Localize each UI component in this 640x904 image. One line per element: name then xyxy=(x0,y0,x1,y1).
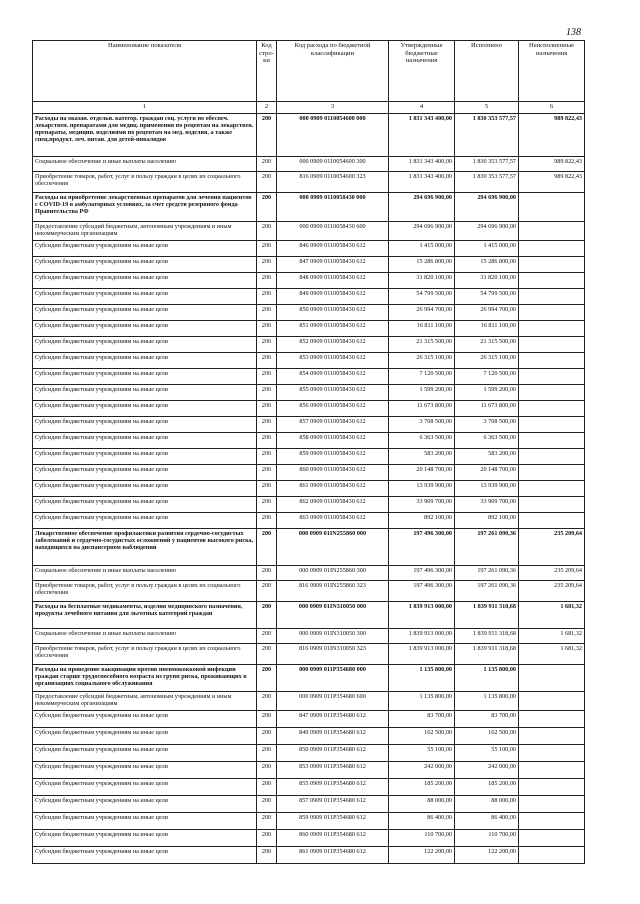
indicator-name-cell: Субсидии бюджетным учреждениям на иные цели xyxy=(33,847,257,864)
line-code-cell: 200 xyxy=(257,305,277,321)
unexecuted-amount-cell xyxy=(519,847,585,864)
table-row xyxy=(33,241,585,257)
unexecuted-amount-cell xyxy=(519,289,585,305)
approved-amount-cell: 20 148 700,00 xyxy=(389,465,455,481)
executed-amount-cell: 1 830 353 577,57 xyxy=(455,114,519,157)
unexecuted-amount-cell xyxy=(519,728,585,745)
approved-amount-cell: 7 120 500,00 xyxy=(389,369,455,385)
expense-code-cell: 000 0909 0110054600 000 xyxy=(277,114,389,157)
unexecuted-amount-cell xyxy=(519,417,585,433)
unexecuted-amount-cell: 1 681,32 xyxy=(519,644,585,665)
unexecuted-amount-cell xyxy=(519,796,585,813)
table-row xyxy=(33,433,585,449)
line-code-cell: 200 xyxy=(257,629,277,644)
table-row xyxy=(33,779,585,796)
executed-amount-cell: 892 100,00 xyxy=(455,513,519,529)
line-code-cell: 200 xyxy=(257,157,277,172)
table-row xyxy=(33,273,585,289)
line-code-cell: 200 xyxy=(257,830,277,847)
unexecuted-amount-cell xyxy=(519,353,585,369)
table-row xyxy=(33,417,585,433)
approved-amount-cell: 26 994 700,00 xyxy=(389,305,455,321)
executed-amount-cell: 54 799 500,00 xyxy=(455,289,519,305)
unexecuted-amount-cell: 989 822,43 xyxy=(519,114,585,157)
approved-amount-cell: 162 500,00 xyxy=(389,728,455,745)
line-code-cell: 200 xyxy=(257,644,277,665)
approved-amount-cell: 242 000,00 xyxy=(389,762,455,779)
approved-amount-cell: 1 135 800,00 xyxy=(389,665,455,692)
indicator-name-cell: Субсидии бюджетным учреждениям на иные цели xyxy=(33,321,257,337)
approved-amount-cell: 26 315 100,00 xyxy=(389,353,455,369)
indicator-name-cell: Субсидии бюджетным учреждениям на иные цели xyxy=(33,273,257,289)
executed-amount-cell: 197 261 090,36 xyxy=(455,529,519,566)
line-code-cell: 200 xyxy=(257,513,277,529)
executed-amount-cell: 162 500,00 xyxy=(455,728,519,745)
unexecuted-amount-cell xyxy=(519,433,585,449)
indicator-name-cell: Субсидии бюджетным учреждениям на иные цели xyxy=(33,830,257,847)
page-number: 138 xyxy=(566,27,581,38)
unexecuted-amount-cell xyxy=(519,497,585,513)
approved-amount-cell: 16 811 100,00 xyxy=(389,321,455,337)
line-code-cell: 200 xyxy=(257,779,277,796)
table-row xyxy=(33,305,585,321)
table-body xyxy=(33,114,585,864)
executed-amount-cell: 1 135 800,00 xyxy=(455,665,519,692)
indicator-name-cell: Субсидии бюджетным учреждениям на иные цели xyxy=(33,369,257,385)
line-code-cell: 200 xyxy=(257,762,277,779)
line-code-cell: 200 xyxy=(257,847,277,864)
approved-amount-cell: 88 000,00 xyxy=(389,796,455,813)
indicator-name-cell: Субсидии бюджетным учреждениям на иные цели xyxy=(33,337,257,353)
unexecuted-amount-cell: 989 822,43 xyxy=(519,157,585,172)
approved-amount-cell: 33 909 700,00 xyxy=(389,497,455,513)
table-row xyxy=(33,581,585,602)
approved-amount-cell: 83 700,00 xyxy=(389,711,455,728)
line-code-cell: 200 xyxy=(257,813,277,830)
expense-code-cell: 000 0909 01IN255860 300 xyxy=(277,566,389,581)
approved-amount-cell: 1 831 343 400,00 xyxy=(389,172,455,193)
expense-code-cell: 000 0909 0110054600 300 xyxy=(277,157,389,172)
unexecuted-amount-cell xyxy=(519,385,585,401)
header-approved: Утвержденные бюджетные назначения xyxy=(389,41,455,102)
indicator-name-cell: Лекарственное обеспечение профилактики развития сердечно-сосудистых заболеваний и сердечно-сосудистых осложнений у пациентов высокого риска, находящихся на диспансерном наблюдении xyxy=(33,529,257,566)
unexecuted-amount-cell xyxy=(519,745,585,762)
table-row xyxy=(33,257,585,273)
unexecuted-amount-cell xyxy=(519,337,585,353)
unexecuted-amount-cell: 235 209,64 xyxy=(519,581,585,602)
executed-amount-cell: 33 909 700,00 xyxy=(455,497,519,513)
indicator-name-cell: Субсидии бюджетным учреждениям на иные цели xyxy=(33,305,257,321)
approved-amount-cell: 185 200,00 xyxy=(389,779,455,796)
indicator-name-cell: Субсидии бюджетным учреждениям на иные цели xyxy=(33,813,257,830)
line-code-cell: 200 xyxy=(257,417,277,433)
executed-amount-cell: 197 261 090,36 xyxy=(455,581,519,602)
expense-code-cell: 861 0909 0110058430 612 xyxy=(277,481,389,497)
unexecuted-amount-cell: 235 209,64 xyxy=(519,529,585,566)
indicator-name-cell: Расходы на бесплатные медикаменты, изделия медицинского назначения, продукты лечебного питания для льготных категорий граждан xyxy=(33,602,257,629)
header-line-code: Код стро-ки xyxy=(257,41,277,102)
unexecuted-amount-cell xyxy=(519,257,585,273)
budget-execution-table xyxy=(32,40,585,864)
table-row xyxy=(33,157,585,172)
table-row xyxy=(33,385,585,401)
approved-amount-cell: 294 696 900,00 xyxy=(389,222,455,241)
expense-code-cell: 816 0909 01IN255860 323 xyxy=(277,581,389,602)
table-row xyxy=(33,222,585,241)
table-row xyxy=(33,665,585,692)
executed-amount-cell: 1 599 200,00 xyxy=(455,385,519,401)
table-row xyxy=(33,481,585,497)
unexecuted-amount-cell: 235 209,64 xyxy=(519,566,585,581)
table-row xyxy=(33,465,585,481)
table-row xyxy=(33,353,585,369)
unexecuted-amount-cell xyxy=(519,193,585,222)
executed-amount-cell: 3 708 500,00 xyxy=(455,417,519,433)
approved-amount-cell: 892 100,00 xyxy=(389,513,455,529)
indicator-name-cell: Социальное обеспечение и иные выплаты населению xyxy=(33,157,257,172)
indicator-name-cell: Предоставление субсидий бюджетным, автономным учреждениям и иным некоммерческим организациям xyxy=(33,222,257,241)
expense-code-cell: 846 0909 0110058430 612 xyxy=(277,241,389,257)
expense-code-cell: 816 0909 0110054600 323 xyxy=(277,172,389,193)
expense-code-cell: 000 0909 011P354680 600 xyxy=(277,692,389,711)
indicator-name-cell: Субсидии бюджетным учреждениям на иные цели xyxy=(33,762,257,779)
executed-amount-cell: 11 673 800,00 xyxy=(455,401,519,417)
unexecuted-amount-cell xyxy=(519,830,585,847)
table-row xyxy=(33,644,585,665)
indicator-name-cell: Субсидии бюджетным учреждениям на иные цели xyxy=(33,728,257,745)
executed-amount-cell: 185 200,00 xyxy=(455,779,519,796)
indicator-name-cell: Субсидии бюджетным учреждениям на иные цели xyxy=(33,497,257,513)
approved-amount-cell: 294 696 900,00 xyxy=(389,193,455,222)
header-expense-code: Код расхода по бюджетной классификации xyxy=(277,41,389,102)
table-row xyxy=(33,401,585,417)
expense-code-cell: 000 0909 011P354680 000 xyxy=(277,665,389,692)
approved-amount-cell: 197 496 300,00 xyxy=(389,566,455,581)
expense-code-cell: 849 0909 011P354680 612 xyxy=(277,728,389,745)
expense-code-cell: 858 0909 0110058430 612 xyxy=(277,433,389,449)
indicator-name-cell: Субсидии бюджетным учреждениям на иные цели xyxy=(33,779,257,796)
executed-amount-cell: 294 696 900,00 xyxy=(455,193,519,222)
approved-amount-cell: 15 286 800,00 xyxy=(389,257,455,273)
executed-amount-cell: 20 148 700,00 xyxy=(455,465,519,481)
column-number: 3 xyxy=(277,102,389,114)
expense-code-cell: 848 0909 0110058430 612 xyxy=(277,273,389,289)
table-row xyxy=(33,796,585,813)
expense-code-cell: 854 0909 0110058430 612 xyxy=(277,369,389,385)
line-code-cell: 200 xyxy=(257,353,277,369)
executed-amount-cell: 1 839 911 318,68 xyxy=(455,629,519,644)
approved-amount-cell: 1 839 913 000,00 xyxy=(389,602,455,629)
header-unexecuted: Неисполненные назначения xyxy=(519,41,585,102)
expense-code-cell: 855 0909 011P354680 612 xyxy=(277,779,389,796)
executed-amount-cell: 21 315 500,00 xyxy=(455,337,519,353)
unexecuted-amount-cell xyxy=(519,779,585,796)
executed-amount-cell: 110 700,00 xyxy=(455,830,519,847)
expense-code-cell: 853 0909 0110058430 612 xyxy=(277,353,389,369)
line-code-cell: 200 xyxy=(257,401,277,417)
approved-amount-cell: 1 415 000,00 xyxy=(389,241,455,257)
approved-amount-cell: 21 315 500,00 xyxy=(389,337,455,353)
line-code-cell: 200 xyxy=(257,257,277,273)
unexecuted-amount-cell: 1 681,32 xyxy=(519,629,585,644)
indicator-name-cell: Субсидии бюджетным учреждениям на иные цели xyxy=(33,417,257,433)
executed-amount-cell: 31 820 100,00 xyxy=(455,273,519,289)
approved-amount-cell: 54 799 500,00 xyxy=(389,289,455,305)
column-number-row xyxy=(33,102,585,114)
unexecuted-amount-cell xyxy=(519,465,585,481)
line-code-cell: 200 xyxy=(257,337,277,353)
line-code-cell: 200 xyxy=(257,385,277,401)
unexecuted-amount-cell xyxy=(519,665,585,692)
expense-code-cell: 851 0909 0110058430 612 xyxy=(277,321,389,337)
executed-amount-cell: 1 830 353 577,57 xyxy=(455,157,519,172)
column-number: 4 xyxy=(389,102,455,114)
table-row xyxy=(33,762,585,779)
executed-amount-cell: 55 100,00 xyxy=(455,745,519,762)
column-number: 1 xyxy=(33,102,257,114)
indicator-name-cell: Предоставление субсидий бюджетным, автономным учреждениям и иным некоммерческим организациям xyxy=(33,692,257,711)
table-row xyxy=(33,830,585,847)
line-code-cell: 200 xyxy=(257,566,277,581)
unexecuted-amount-cell xyxy=(519,241,585,257)
table-row xyxy=(33,497,585,513)
indicator-name-cell: Субсидии бюджетным учреждениям на иные цели xyxy=(33,289,257,305)
expense-code-cell: 859 0909 011P354680 612 xyxy=(277,813,389,830)
expense-code-cell: 000 0909 0110058430 000 xyxy=(277,193,389,222)
table-row xyxy=(33,193,585,222)
line-code-cell: 200 xyxy=(257,665,277,692)
table-row xyxy=(33,321,585,337)
indicator-name-cell: Субсидии бюджетным учреждениям на иные цели xyxy=(33,796,257,813)
unexecuted-amount-cell: 989 822,43 xyxy=(519,172,585,193)
executed-amount-cell: 294 696 900,00 xyxy=(455,222,519,241)
expense-code-cell: 861 0909 011P354680 612 xyxy=(277,847,389,864)
unexecuted-amount-cell: 1 681,32 xyxy=(519,602,585,629)
line-code-cell: 200 xyxy=(257,481,277,497)
table-row xyxy=(33,728,585,745)
expense-code-cell: 862 0909 0110058430 612 xyxy=(277,497,389,513)
table-row xyxy=(33,513,585,529)
expense-code-cell: 859 0909 0110058430 612 xyxy=(277,449,389,465)
executed-amount-cell: 6 363 500,00 xyxy=(455,433,519,449)
unexecuted-amount-cell xyxy=(519,481,585,497)
indicator-name-cell: Социальное обеспечение и иные выплаты населению xyxy=(33,629,257,644)
expense-code-cell: 850 0909 011P354680 612 xyxy=(277,745,389,762)
indicator-name-cell: Субсидии бюджетным учреждениям на иные цели xyxy=(33,401,257,417)
expense-code-cell: 816 0909 01IN310050 323 xyxy=(277,644,389,665)
unexecuted-amount-cell xyxy=(519,711,585,728)
line-code-cell: 200 xyxy=(257,193,277,222)
executed-amount-cell: 197 261 090,36 xyxy=(455,566,519,581)
column-number: 6 xyxy=(519,102,585,114)
line-code-cell: 200 xyxy=(257,497,277,513)
table-row xyxy=(33,114,585,157)
executed-amount-cell: 15 286 800,00 xyxy=(455,257,519,273)
approved-amount-cell: 197 496 300,00 xyxy=(389,529,455,566)
executed-amount-cell: 242 000,00 xyxy=(455,762,519,779)
unexecuted-amount-cell xyxy=(519,369,585,385)
expense-code-cell: 000 0909 01IN310050 000 xyxy=(277,602,389,629)
line-code-cell: 200 xyxy=(257,369,277,385)
table-row xyxy=(33,529,585,566)
approved-amount-cell: 31 820 100,00 xyxy=(389,273,455,289)
executed-amount-cell: 1 839 911 318,68 xyxy=(455,644,519,665)
expense-code-cell: 855 0909 0110058430 612 xyxy=(277,385,389,401)
approved-amount-cell: 86 400,00 xyxy=(389,813,455,830)
approved-amount-cell: 1 831 343 400,00 xyxy=(389,157,455,172)
indicator-name-cell: Субсидии бюджетным учреждениям на иные цели xyxy=(33,513,257,529)
unexecuted-amount-cell xyxy=(519,401,585,417)
approved-amount-cell: 197 496 300,00 xyxy=(389,581,455,602)
expense-code-cell: 860 0909 0110058430 612 xyxy=(277,465,389,481)
indicator-name-cell: Расходы на оказан. отдельн. категор. граждан соц. услуги по обеспеч. лекарствен. препаратами для медиц. применения по рецептам на лекарствен. препараты, медицин. изделиями по рецептам на мед. изделия, а также спец.продукт. леч. питан. для детей-инвалидов xyxy=(33,114,257,157)
unexecuted-amount-cell xyxy=(519,273,585,289)
line-code-cell: 200 xyxy=(257,114,277,157)
line-code-cell: 200 xyxy=(257,433,277,449)
approved-amount-cell: 11 673 800,00 xyxy=(389,401,455,417)
approved-amount-cell: 13 939 900,00 xyxy=(389,481,455,497)
expense-code-cell: 853 0909 011P354680 612 xyxy=(277,762,389,779)
executed-amount-cell: 1 830 353 577,57 xyxy=(455,172,519,193)
table-row xyxy=(33,172,585,193)
indicator-name-cell: Субсидии бюджетным учреждениям на иные цели xyxy=(33,433,257,449)
indicator-name-cell: Приобретение товаров, работ, услуг в пользу граждан в целях их социального обеспечения xyxy=(33,581,257,602)
indicator-name-cell: Субсидии бюджетным учреждениям на иные цели xyxy=(33,711,257,728)
unexecuted-amount-cell xyxy=(519,321,585,337)
line-code-cell: 200 xyxy=(257,728,277,745)
unexecuted-amount-cell xyxy=(519,305,585,321)
line-code-cell: 200 xyxy=(257,692,277,711)
approved-amount-cell: 3 708 500,00 xyxy=(389,417,455,433)
indicator-name-cell: Субсидии бюджетным учреждениям на иные цели xyxy=(33,353,257,369)
expense-code-cell: 847 0909 0110058430 612 xyxy=(277,257,389,273)
executed-amount-cell: 1 415 000,00 xyxy=(455,241,519,257)
table-row xyxy=(33,847,585,864)
line-code-cell: 200 xyxy=(257,449,277,465)
unexecuted-amount-cell xyxy=(519,513,585,529)
executed-amount-cell: 88 000,00 xyxy=(455,796,519,813)
line-code-cell: 200 xyxy=(257,273,277,289)
column-number: 5 xyxy=(455,102,519,114)
executed-amount-cell: 13 939 900,00 xyxy=(455,481,519,497)
expense-code-cell: 849 0909 0110058430 612 xyxy=(277,289,389,305)
indicator-name-cell: Приобретение товаров, работ, услуг в пользу граждан в целях их социального обеспечения xyxy=(33,644,257,665)
indicator-name-cell: Субсидии бюджетным учреждениям на иные цели xyxy=(33,241,257,257)
indicator-name-cell: Расходы на приобретение лекарственных препаратов для лечения пациентов с COVID-19 в амбулаторных условиях, за счет средств резервного фонда Правительства РФ xyxy=(33,193,257,222)
executed-amount-cell: 122 200,00 xyxy=(455,847,519,864)
executed-amount-cell: 26 994 700,00 xyxy=(455,305,519,321)
expense-code-cell: 857 0909 011P354680 612 xyxy=(277,796,389,813)
line-code-cell: 200 xyxy=(257,711,277,728)
table-row xyxy=(33,602,585,629)
executed-amount-cell: 86 400,00 xyxy=(455,813,519,830)
expense-code-cell: 856 0909 0110058430 612 xyxy=(277,401,389,417)
table-row xyxy=(33,289,585,305)
table-header-row xyxy=(33,41,585,102)
indicator-name-cell: Субсидии бюджетным учреждениям на иные цели xyxy=(33,465,257,481)
header-executed: Исполнено xyxy=(455,41,519,102)
expense-code-cell: 000 0909 01IN255860 000 xyxy=(277,529,389,566)
approved-amount-cell: 55 100,00 xyxy=(389,745,455,762)
executed-amount-cell: 83 700,00 xyxy=(455,711,519,728)
expense-code-cell: 850 0909 0110058430 612 xyxy=(277,305,389,321)
executed-amount-cell: 1 839 911 318,68 xyxy=(455,602,519,629)
table-row xyxy=(33,711,585,728)
unexecuted-amount-cell xyxy=(519,692,585,711)
column-number: 2 xyxy=(257,102,277,114)
table-row xyxy=(33,745,585,762)
indicator-name-cell: Субсидии бюджетным учреждениям на иные цели xyxy=(33,481,257,497)
expense-code-cell: 857 0909 0110058430 612 xyxy=(277,417,389,433)
indicator-name-cell: Субсидии бюджетным учреждениям на иные цели xyxy=(33,745,257,762)
line-code-cell: 200 xyxy=(257,289,277,305)
line-code-cell: 200 xyxy=(257,321,277,337)
approved-amount-cell: 6 363 500,00 xyxy=(389,433,455,449)
expense-code-cell: 863 0909 0110058430 612 xyxy=(277,513,389,529)
approved-amount-cell: 1 599 200,00 xyxy=(389,385,455,401)
unexecuted-amount-cell xyxy=(519,449,585,465)
expense-code-cell: 000 0909 01IN310050 300 xyxy=(277,629,389,644)
unexecuted-amount-cell xyxy=(519,762,585,779)
line-code-cell: 200 xyxy=(257,241,277,257)
executed-amount-cell: 7 120 500,00 xyxy=(455,369,519,385)
indicator-name-cell: Субсидии бюджетным учреждениям на иные цели xyxy=(33,449,257,465)
table-row xyxy=(33,629,585,644)
executed-amount-cell: 16 811 100,00 xyxy=(455,321,519,337)
indicator-name-cell: Субсидии бюджетным учреждениям на иные цели xyxy=(33,385,257,401)
table-row xyxy=(33,692,585,711)
unexecuted-amount-cell xyxy=(519,813,585,830)
expense-code-cell: 852 0909 0110058430 612 xyxy=(277,337,389,353)
approved-amount-cell: 122 200,00 xyxy=(389,847,455,864)
expense-code-cell: 847 0909 011P354680 612 xyxy=(277,711,389,728)
approved-amount-cell: 583 200,00 xyxy=(389,449,455,465)
table-row xyxy=(33,566,585,581)
indicator-name-cell: Расходы на проведение вакцинации против пневмококковой инфекции граждан старше трудоспособного возраста из групп риска, проживающих в организациях социального обслуживания xyxy=(33,665,257,692)
table-row xyxy=(33,449,585,465)
header-indicator-name: Наименование показателя xyxy=(33,41,257,102)
approved-amount-cell: 1 839 913 000,00 xyxy=(389,644,455,665)
line-code-cell: 200 xyxy=(257,796,277,813)
executed-amount-cell: 1 135 800,00 xyxy=(455,692,519,711)
approved-amount-cell: 1 839 913 000,00 xyxy=(389,629,455,644)
line-code-cell: 200 xyxy=(257,222,277,241)
table-row xyxy=(33,369,585,385)
approved-amount-cell: 1 831 343 400,00 xyxy=(389,114,455,157)
approved-amount-cell: 110 700,00 xyxy=(389,830,455,847)
line-code-cell: 200 xyxy=(257,602,277,629)
table-row xyxy=(33,337,585,353)
line-code-cell: 200 xyxy=(257,581,277,602)
indicator-name-cell: Приобретение товаров, работ, услуг в пользу граждан в целях их социального обеспечения xyxy=(33,172,257,193)
line-code-cell: 200 xyxy=(257,465,277,481)
line-code-cell: 200 xyxy=(257,172,277,193)
approved-amount-cell: 1 135 800,00 xyxy=(389,692,455,711)
expense-code-cell: 860 0909 011P354680 612 xyxy=(277,830,389,847)
indicator-name-cell: Субсидии бюджетным учреждениям на иные цели xyxy=(33,257,257,273)
executed-amount-cell: 583 200,00 xyxy=(455,449,519,465)
line-code-cell: 200 xyxy=(257,529,277,566)
unexecuted-amount-cell xyxy=(519,222,585,241)
line-code-cell: 200 xyxy=(257,745,277,762)
expense-code-cell: 000 0909 0110058430 600 xyxy=(277,222,389,241)
table-row xyxy=(33,813,585,830)
indicator-name-cell: Социальное обеспечение и иные выплаты населению xyxy=(33,566,257,581)
executed-amount-cell: 26 315 100,00 xyxy=(455,353,519,369)
